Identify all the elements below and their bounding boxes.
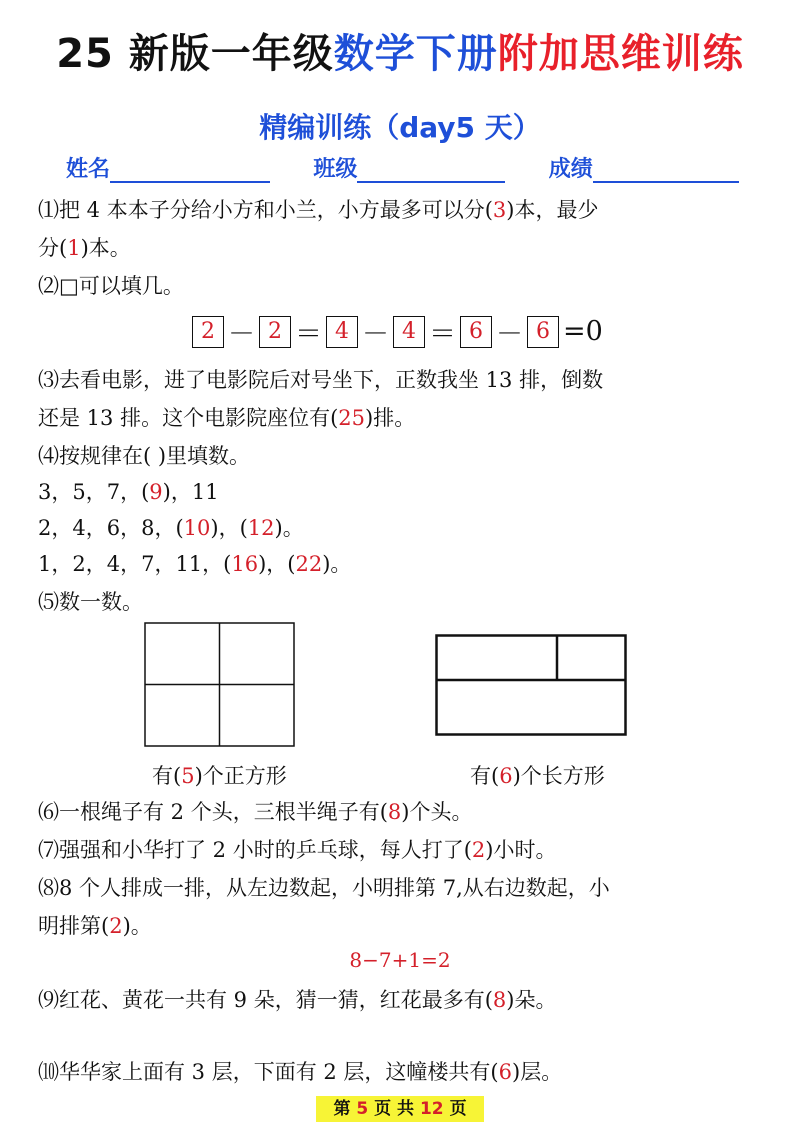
- q8-working: 8−7+1=2: [349, 948, 451, 972]
- q6-line: ⑹一根绳子有 2 个头，三根半绳子有(8)个头。: [38, 800, 473, 824]
- q4-row1: 3，5，7，(9)，11: [38, 480, 219, 504]
- score-field[interactable]: [593, 157, 739, 183]
- q8-line2: 明排第(2)。: [38, 914, 152, 938]
- q2-text: ⑵□可以填几。: [38, 274, 184, 298]
- q2-equation: 2 － 2 ＝ 4 － 4 ＝ 6 － 6 =0: [192, 312, 607, 351]
- name-field[interactable]: [110, 157, 270, 183]
- q7-line: ⑺强强和小华打了 2 小时的乒乓球，每人打了(2)小时。: [38, 838, 557, 862]
- q10-line: ⑽华华家上面有 3 层，下面有 2 层，这幢楼共有(6)层。: [38, 1060, 563, 1084]
- q4-text: ⑷按规律在( )里填数。: [38, 444, 251, 468]
- answer-box: 4: [326, 316, 358, 348]
- total-pages: 12: [419, 1099, 444, 1119]
- title-part-grade: 25 新版一年级: [56, 31, 334, 77]
- q5-text: ⑸数一数。: [38, 590, 143, 614]
- q5-right-caption: 有(6)个长方形: [470, 764, 605, 788]
- student-info-row: [66, 152, 766, 183]
- q9-line: ⑼红花、黄花一共有 9 朵，猜一猜，红花最多有(8)朵。: [38, 988, 557, 1012]
- q3-answer: 25: [338, 406, 365, 430]
- squares-figure: [144, 622, 296, 748]
- name-label: 姓名: [66, 157, 111, 182]
- answer-box: 4: [393, 316, 425, 348]
- answer-box: 2: [192, 316, 224, 348]
- rectangles-figure: [435, 634, 627, 736]
- page-title: [0, 22, 800, 79]
- q1-answer-max: 3: [492, 198, 507, 222]
- score-label: 成绩: [548, 157, 593, 182]
- answer-box: 2: [259, 316, 291, 348]
- title-part-subject: 数学下册: [333, 31, 498, 77]
- class-field[interactable]: [357, 157, 505, 183]
- q5-left-caption: 有(5)个正方形: [152, 764, 287, 788]
- q1-answer-min: 1: [67, 236, 81, 260]
- q3-line1: ⑶去看电影，进了电影院后对号坐下，正数我坐 13 排，倒数: [38, 368, 604, 392]
- q1-line1: ⑴把 4 本本子分给小方和小兰，小方最多可以分(3)本，最少: [38, 198, 599, 222]
- q3-line2: 还是 13 排。这个电影院座位有(25)排。: [38, 406, 416, 430]
- title-part-training: 附加思维训练: [497, 31, 744, 77]
- page-footer: 第 5 页 共 12 页: [316, 1096, 484, 1122]
- q8-line1: ⑻8 个人排成一排，从左边数起，小明排第 7,从右边数起，小: [38, 876, 610, 900]
- answer-box: 6: [460, 316, 492, 348]
- q4-row3: 1，2，4，7，11，(16)，(22)。: [38, 552, 352, 576]
- q4-row2: 2，4，6，8，(10)，(12)。: [38, 516, 304, 540]
- class-label: 班级: [313, 157, 358, 182]
- page-number: 5: [356, 1099, 369, 1119]
- q1-line2: 分(1)本。: [38, 236, 131, 260]
- subtitle: 精编训练（day5 天）: [259, 111, 541, 144]
- answer-box: 6: [527, 316, 559, 348]
